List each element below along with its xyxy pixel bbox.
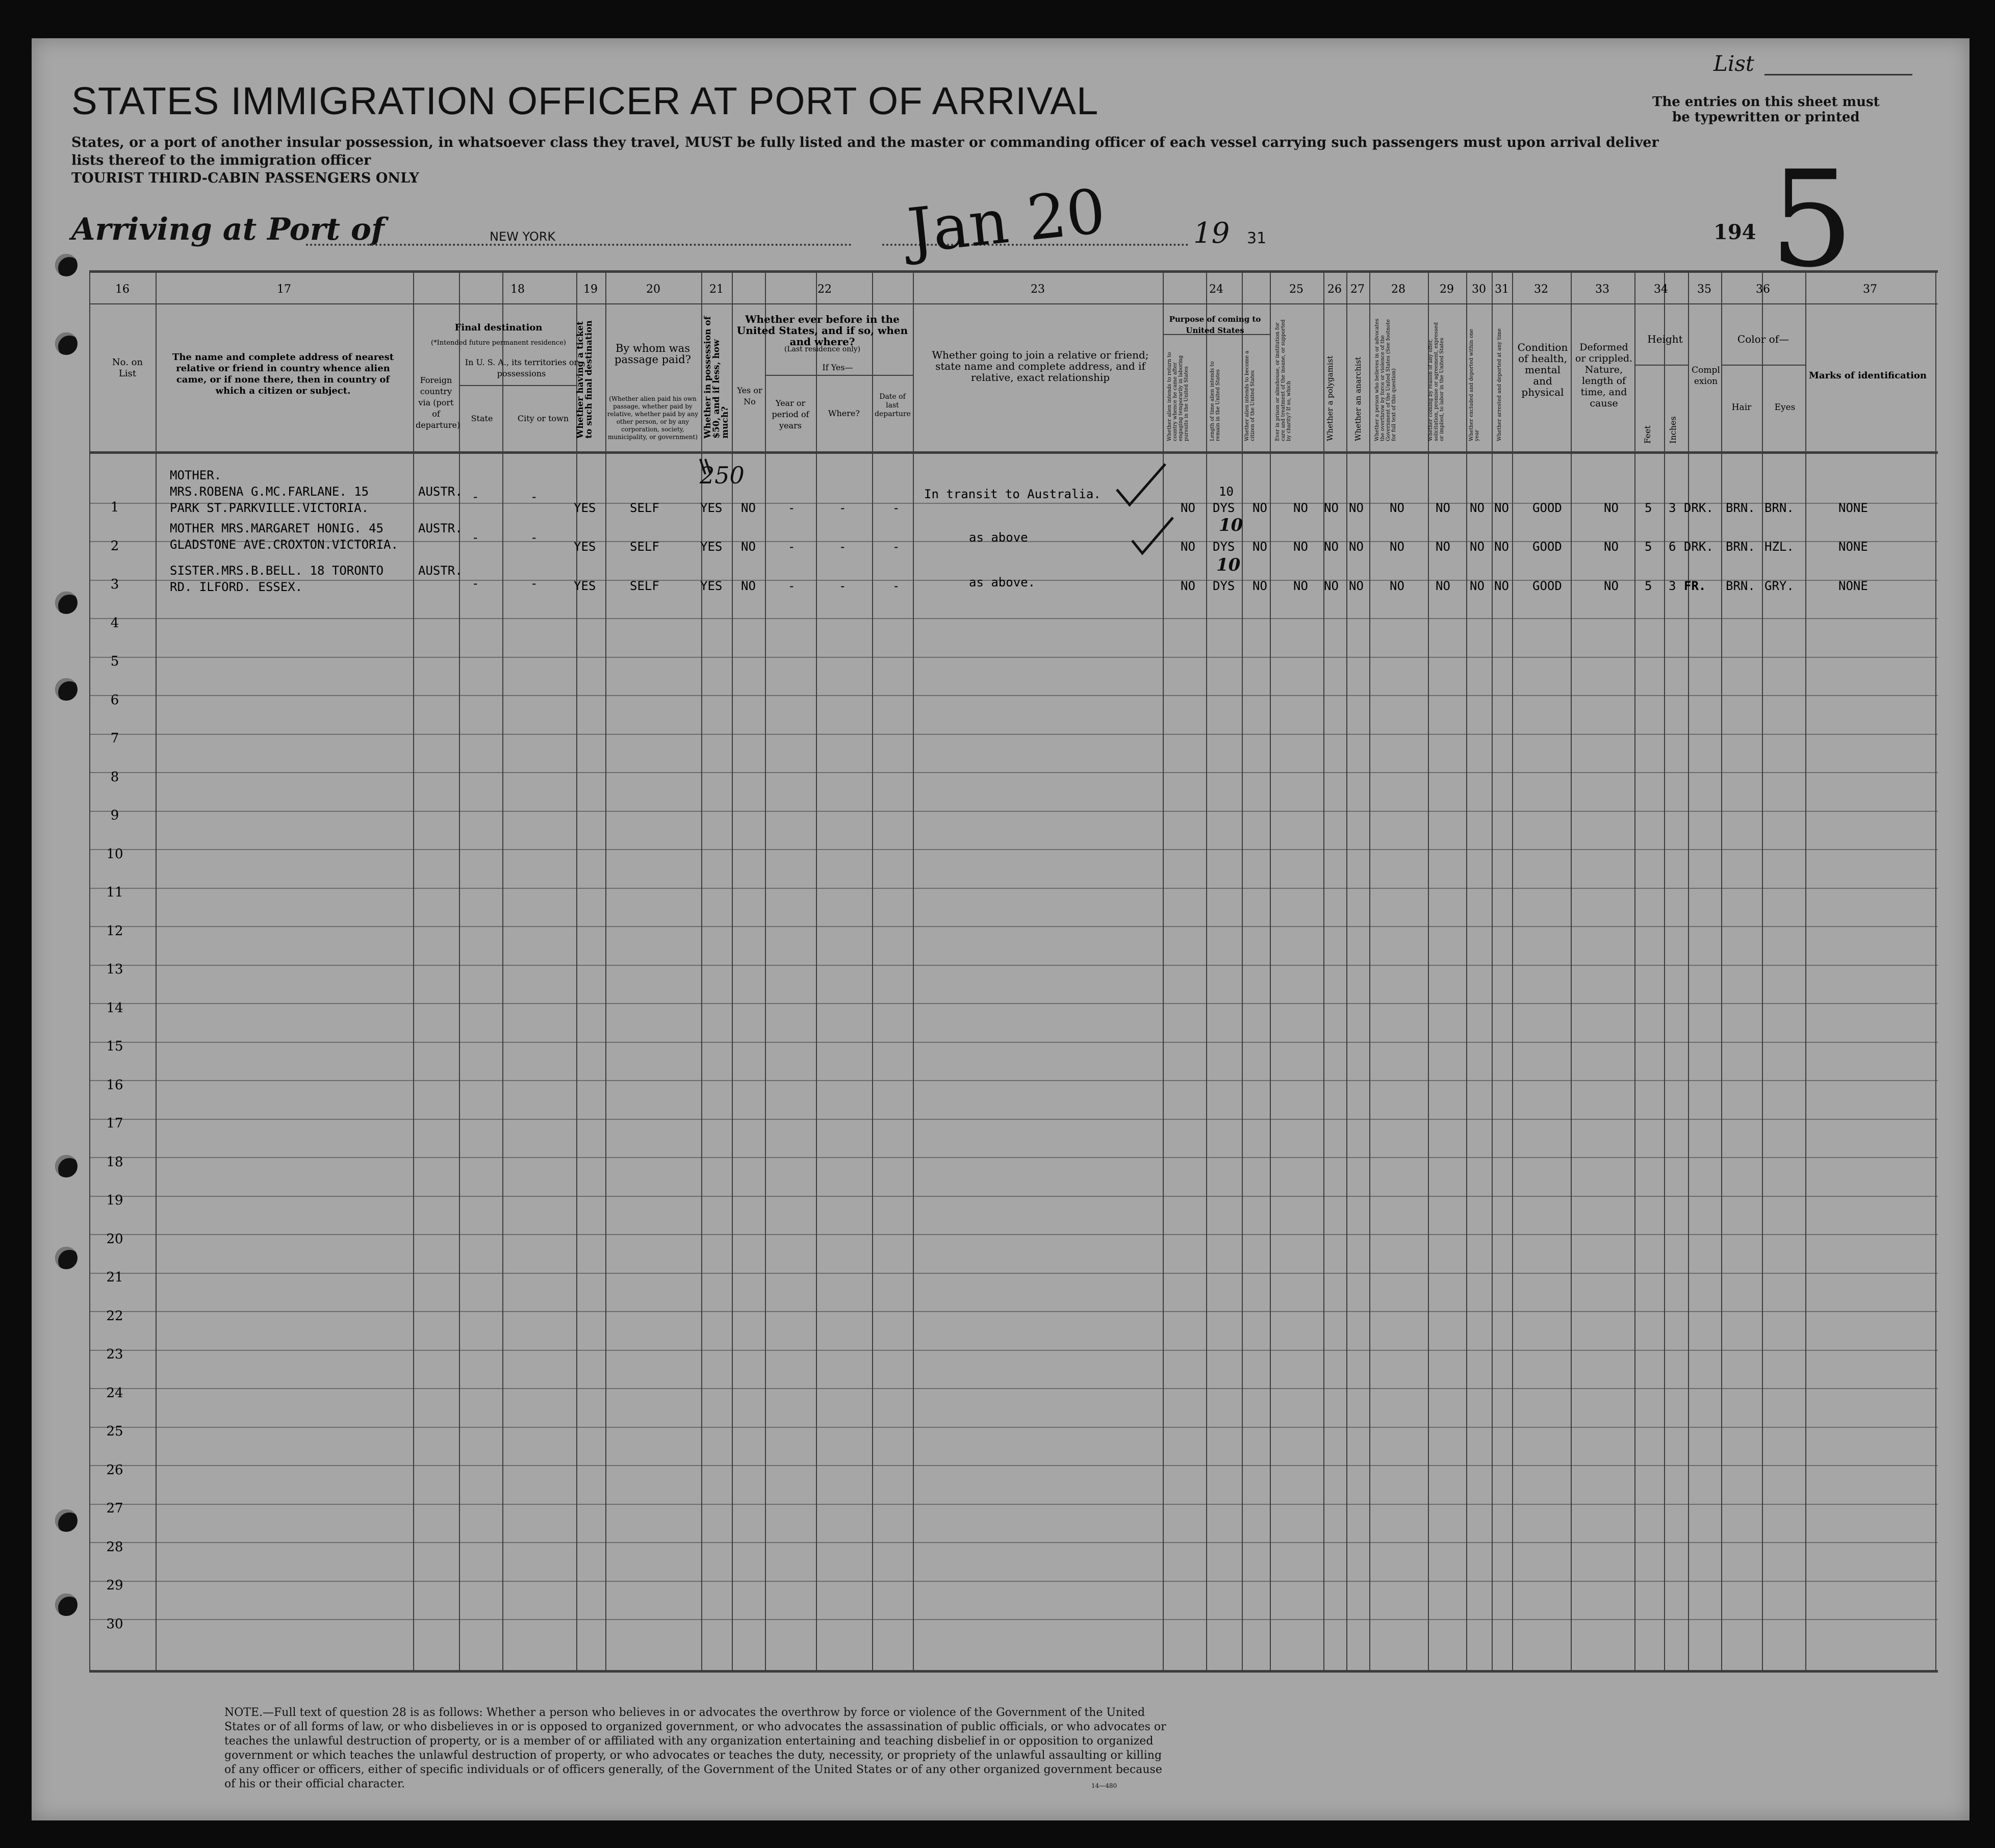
row-rule [89, 1350, 1938, 1351]
purpose-return: NO [1181, 501, 1195, 515]
arriving-label: Arriving at Port of [71, 212, 385, 247]
list-line [1764, 74, 1912, 75]
row-number: 24 [106, 1385, 123, 1401]
inches: 6 [1669, 540, 1676, 554]
header-excluded: Whether excluded and deported within one year [1469, 328, 1480, 441]
question-28: NO [1390, 540, 1404, 554]
offer: NO [1436, 579, 1450, 593]
tick-mark-icon [698, 456, 713, 477]
offer: NO [1436, 540, 1450, 554]
row-number: 21 [106, 1270, 123, 1285]
hair: BRN. [1726, 540, 1755, 554]
state: - [472, 576, 479, 591]
header-purpose-return: Whether alien intends to return to country whence he came after engaging temporarily in laboring pursuits in the United States [1167, 352, 1189, 441]
year: - [788, 579, 796, 593]
row-number: 16 [106, 1077, 123, 1093]
punch-hole-icon [55, 592, 78, 614]
row-number: 8 [110, 769, 119, 785]
column-rule [1512, 270, 1513, 1670]
purpose-return: NO [1181, 540, 1195, 554]
punch-hole-icon [55, 678, 78, 701]
column-rule [502, 270, 503, 1670]
column-rule [1935, 270, 1936, 1670]
row-rule [89, 1504, 1938, 1505]
ticket: YES [574, 579, 596, 593]
fifty-handwritten: 250 [700, 461, 745, 489]
row-number: 12 [106, 923, 123, 939]
row-rule [89, 1003, 1938, 1004]
column-rule [816, 270, 817, 1670]
port-line [306, 244, 852, 246]
prison: NO [1293, 540, 1308, 554]
question-28: NO [1390, 579, 1404, 593]
marks: NONE [1838, 540, 1868, 554]
header-relative: The name and complete address of nearest relative or friend in country whence alien came, or if none there, then in country of which a citizen or subject. [172, 352, 394, 396]
row-rule [89, 1427, 1938, 1428]
column-number: 23 [1031, 283, 1045, 296]
paid-by: SELF [630, 540, 659, 554]
before-in-us: NO [741, 540, 756, 554]
marks: NONE [1838, 579, 1868, 593]
row-number: 3 [110, 577, 119, 592]
complexion: FR. [1684, 579, 1706, 593]
header-passage-paid-sub: (Whether alien paid his own passage, whether paid by relative, whether paid by any other person, or by any corporation, society, municipality, or government) [607, 395, 699, 441]
year: - [788, 540, 796, 554]
typewritten-note [1652, 94, 1880, 125]
header-no-on-list: No. on List [112, 357, 143, 379]
column-number: 16 [115, 283, 130, 296]
rule-top [89, 270, 1938, 273]
header-height: Height [1647, 333, 1683, 345]
checkmark-icon [1114, 461, 1170, 507]
date: - [892, 540, 900, 554]
anarchist: NO [1349, 540, 1364, 554]
row-rule [89, 965, 1938, 966]
marks: NONE [1838, 501, 1868, 515]
where: - [839, 579, 847, 593]
row-rule [89, 1388, 1938, 1389]
row-rule [89, 1619, 1938, 1620]
row-rule [89, 1311, 1938, 1312]
header-purpose-length: Length of time alien intends to remain in the United States [1210, 361, 1221, 441]
city: - [530, 530, 538, 545]
arrested: NO [1494, 579, 1509, 593]
row-number: 20 [106, 1231, 123, 1247]
citizen: NO [1252, 540, 1267, 554]
year: - [788, 501, 796, 515]
header-before-in-us: Whether ever before in the United States, and if so, when and where? [736, 313, 908, 348]
length-top: 10 [1216, 555, 1241, 575]
header-question-28: Whether a person who believes in or advocates the overthrow by force or violence of the Government of the United States (See footnote for full text of this question) [1374, 318, 1397, 441]
punch-hole-icon [55, 1155, 78, 1177]
header-prison: Ever in prison or almshouse, or institution for care and treatment of the insane, or supported by charity? If so, which [1275, 319, 1292, 441]
list-label: List [1713, 51, 1754, 76]
header-yes-no: Yes or No [737, 386, 762, 406]
row-rule [89, 1581, 1938, 1582]
row-rule [89, 926, 1938, 927]
punch-hole-icon [55, 1509, 78, 1532]
column-rule [605, 270, 606, 1670]
join-relative: In transit to Australia. [924, 487, 1101, 501]
state: - [472, 490, 479, 504]
fifty-dollars: YES [700, 501, 723, 515]
header-join-relative: Whether going to join a relative or friend; state name and complete address, and if relative, exact relationship [932, 349, 1149, 383]
health: GOOD [1532, 501, 1562, 515]
column-rule [913, 270, 914, 1670]
health: GOOD [1532, 579, 1562, 593]
polygamist: NO [1324, 540, 1339, 554]
row-number: 23 [106, 1347, 123, 1362]
header-offer: Whether coming by reason of any offer, solicitation, promise or agreement, expressed or implied, to labor in the United States [1428, 322, 1445, 441]
column-number: 22 [817, 283, 832, 296]
question-28: NO [1390, 501, 1404, 515]
arrested: NO [1494, 540, 1509, 554]
complexion: DRK. [1684, 501, 1713, 515]
column-rule [872, 270, 873, 1670]
prison: NO [1293, 579, 1308, 593]
column-number: 26 [1327, 283, 1342, 296]
polygamist: NO [1324, 501, 1339, 515]
row-number: 17 [106, 1116, 123, 1131]
column-rule [1466, 270, 1467, 1670]
rule-ifyes [765, 375, 913, 376]
column-number: 24 [1209, 283, 1223, 296]
column-number: 30 [1472, 283, 1486, 296]
column-number: 19 [583, 283, 598, 296]
column-rule [1688, 270, 1689, 1670]
row-number: 29 [106, 1578, 123, 1593]
header-deformed: Deformed or crippled. Nature, length of time, and cause [1575, 342, 1633, 409]
arrested: NO [1494, 501, 1509, 515]
typewritten-note-line1: The entries on this sheet must [1652, 94, 1880, 110]
header-city: City or town [517, 414, 569, 423]
row-number: 9 [110, 808, 119, 823]
form-code: 14—480 [1091, 1782, 1117, 1789]
column-rule [1805, 270, 1806, 1670]
header-marks: Marks of identification [1808, 370, 1927, 381]
offer: NO [1436, 501, 1450, 515]
column-rule [1270, 270, 1271, 1670]
row-number: 11 [106, 885, 123, 900]
row-number: 1 [110, 500, 119, 515]
column-rule [576, 270, 577, 1670]
column-number: 36 [1756, 283, 1770, 296]
rule-height [1634, 365, 1688, 366]
row-number: 30 [106, 1616, 123, 1632]
row-rule [89, 811, 1938, 812]
instructions-line2: TOURIST THIRD-CABIN PASSENGERS ONLY [71, 170, 419, 186]
header-date-departure: Date of last departure [875, 393, 911, 418]
before-in-us: NO [741, 501, 756, 515]
row-rule [89, 734, 1938, 735]
row-number: 13 [106, 962, 123, 977]
header-purpose-citizen: Whether alien intends to become a citizen of the United States [1244, 350, 1256, 441]
column-number: 34 [1654, 283, 1668, 296]
hair: BRN. [1726, 501, 1755, 515]
state: - [472, 530, 479, 545]
sheet-number: 5 [1770, 143, 1854, 297]
header-final-destination: Final destination [454, 322, 543, 333]
punch-hole-icon [55, 254, 78, 276]
row-rule [89, 772, 1938, 773]
column-number: 25 [1289, 283, 1303, 296]
header-state: State [471, 414, 493, 423]
typewritten-note-line2: be typewritten or printed [1672, 110, 1860, 125]
row-number: 26 [106, 1462, 123, 1478]
length: DYS [1213, 540, 1235, 554]
inches: 3 [1669, 501, 1676, 515]
anarchist: NO [1349, 579, 1364, 593]
header-foreign-country: Foreign country via (port of departure) [416, 375, 461, 430]
polygamist: NO [1324, 579, 1339, 593]
port-value: NEW YORK [490, 229, 556, 244]
join-relative: as above. [969, 575, 1036, 589]
hair: BRN. [1726, 579, 1755, 593]
header-passage-paid: By whom was passage paid? [615, 342, 691, 366]
row-number: 19 [106, 1193, 123, 1208]
rule-bottom [89, 1670, 1938, 1673]
health: GOOD [1532, 540, 1562, 554]
relative-line: MOTHER. [170, 468, 222, 482]
row-rule [89, 1273, 1938, 1274]
row-rule [89, 1465, 1938, 1466]
column-rule [1721, 270, 1722, 1670]
row-number: 18 [106, 1154, 123, 1170]
rule-colnum [89, 303, 1938, 304]
deformed: NO [1604, 579, 1619, 593]
relative-line: RD. ILFORD. ESSEX. [170, 580, 303, 594]
row-number: 10 [106, 846, 123, 862]
feet: 5 [1645, 540, 1652, 554]
header-fifty-dollars: Whether in possession of $50, and if less, how much? [703, 316, 730, 439]
form-year: 194 [1713, 220, 1756, 244]
row-number: 27 [106, 1501, 123, 1516]
length: DYS [1213, 501, 1235, 515]
header-health: Condition of health, mental and physical [1517, 341, 1568, 398]
column-rule [765, 270, 766, 1670]
where: - [839, 540, 847, 554]
header-purpose: Purpose of coming to United States [1169, 315, 1261, 335]
row-number: 15 [106, 1039, 123, 1054]
row-number: 4 [110, 615, 119, 631]
fifty-dollars: YES [700, 540, 723, 554]
column-number: 37 [1863, 283, 1877, 296]
deformed: NO [1604, 540, 1619, 554]
paid-by: SELF [630, 579, 659, 593]
eyes: HZL. [1764, 540, 1794, 554]
header-year-period: Year or period of years [772, 398, 809, 430]
relative-line: SISTER.MRS.B.BELL. 18 TORONTO [170, 563, 384, 578]
before-in-us: NO [741, 579, 756, 593]
column-number: 27 [1350, 283, 1365, 296]
header-hair: Hair [1731, 402, 1752, 413]
join-relative: as above [969, 530, 1028, 545]
header-ticket: Whether having a ticket to such final destination [575, 320, 594, 439]
punch-hole-icon [55, 1247, 78, 1269]
relative-line: GLADSTONE AVE.CROXTON.VICTORIA. [170, 537, 398, 552]
fifty-dollars: YES [700, 579, 723, 593]
ticket: YES [574, 501, 596, 515]
row-rule [89, 618, 1938, 619]
column-rule [459, 270, 460, 1670]
row-rule [89, 1196, 1938, 1197]
date: - [892, 501, 900, 515]
purpose-return: NO [1181, 579, 1195, 593]
row-number: 25 [106, 1424, 123, 1439]
foreign-country: AUSTR. [418, 484, 463, 499]
ticket: YES [574, 540, 596, 554]
checkmark-icon [1130, 515, 1175, 556]
column-rule [1571, 270, 1572, 1670]
excluded: NO [1470, 501, 1485, 515]
feet: 5 [1645, 579, 1652, 593]
header-usa: In U. S. A., its territories or possessions [465, 357, 578, 378]
row-number: 5 [110, 654, 119, 669]
inches: 3 [1669, 579, 1676, 593]
deformed: NO [1604, 501, 1619, 515]
row-number: 14 [106, 1000, 123, 1016]
row-rule [89, 1157, 1938, 1158]
citizen: NO [1252, 501, 1267, 515]
column-number: 31 [1495, 283, 1509, 296]
row-number: 7 [110, 731, 119, 746]
header-polygamist: Whether a polygamist [1325, 355, 1335, 441]
column-rule [1428, 270, 1429, 1670]
header-anarchist: Whether an anarchist [1353, 356, 1363, 441]
column-rule [1492, 270, 1493, 1670]
eyes: BRN. [1764, 501, 1794, 515]
instructions [71, 134, 1678, 187]
feet: 5 [1645, 501, 1652, 515]
rule-usa [459, 385, 576, 386]
excluded: NO [1470, 579, 1485, 593]
prison: NO [1293, 501, 1308, 515]
column-number: 33 [1595, 283, 1609, 296]
column-rule [1369, 270, 1370, 1670]
row-rule [89, 1080, 1938, 1081]
anarchist: NO [1349, 501, 1364, 515]
row-number: 2 [110, 538, 119, 554]
header-final-destination-sub: (*Intended future permanent residence) [431, 339, 566, 347]
header-color-of: Color of— [1737, 333, 1789, 345]
column-number: 20 [646, 283, 660, 296]
row-rule [89, 1234, 1938, 1235]
date-handwritten: Jan 20 [904, 176, 1109, 267]
row-number: 6 [110, 692, 119, 708]
row-rule [89, 849, 1938, 850]
column-rule [1346, 270, 1347, 1670]
length-top: 10 [1219, 515, 1243, 535]
row-rule [89, 888, 1938, 889]
column-rule [1762, 270, 1763, 1670]
row-rule [89, 1042, 1938, 1043]
relative-line: MRS.ROBENA G.MC.FARLANE. 15 [170, 484, 369, 499]
column-rule [413, 270, 414, 1670]
year-prefix: 19 [1193, 217, 1230, 250]
column-rule [1323, 270, 1324, 1670]
eyes: GRY. [1764, 579, 1794, 593]
paid-by: SELF [630, 501, 659, 515]
column-rule [1242, 270, 1243, 1670]
column-rule [156, 270, 157, 1670]
header-complexion: Complexion [1692, 365, 1720, 387]
column-number: 32 [1534, 283, 1548, 296]
column-rule [1634, 270, 1635, 1670]
length: DYS [1213, 579, 1235, 593]
relative-line: PARK ST.PARKVILLE.VICTORIA. [170, 501, 369, 515]
rule-header [89, 451, 1938, 454]
column-number: 28 [1391, 283, 1405, 296]
row-rule [89, 695, 1938, 696]
header-feet: Feet [1643, 425, 1652, 444]
header-arrested: Whether arrested and deported at any time [1497, 328, 1502, 441]
rule-color [1721, 365, 1805, 366]
length-top: 10 [1219, 484, 1234, 499]
relative-line: MOTHER MRS.MARGARET HONIG. 45 [170, 521, 384, 535]
page-title: STATES IMMIGRATION OFFICER AT PORT OF ARRIVAL [71, 80, 1099, 123]
column-rule [1206, 270, 1207, 1670]
where: - [839, 501, 847, 515]
city: - [530, 576, 538, 591]
row-rule [89, 1119, 1938, 1120]
punch-hole-icon [55, 1594, 78, 1616]
header-where: Where? [828, 408, 860, 418]
column-number: 21 [709, 283, 724, 296]
date: - [892, 579, 900, 593]
column-rule [1664, 270, 1665, 1670]
header-eyes: Eyes [1774, 402, 1796, 413]
header-before-sub: (Last residence only) [784, 345, 861, 353]
instructions-line1: States, or a port of another insular possession, in whatsoever class they travel, MUST be fully listed and the master or commanding officer of each vessel carrying such passengers must upon arrival deliver lists thereof to the immigration officer [71, 135, 1659, 168]
citizen: NO [1252, 579, 1267, 593]
row-number: 22 [106, 1308, 123, 1324]
punch-hole-icon [55, 332, 78, 355]
city: - [530, 490, 538, 504]
column-number: 18 [510, 283, 525, 296]
footnote: NOTE.—Full text of question 28 is as follows: Whether a person who believes in or advocates the overthrow by force or violence of the Government of the United States or of all forms of law, or who disbelieves in or is opposed to organized government, or who advocates the assassination of public officials, or who advocates or teaches the unlawful destruction of property, or is a member of or affiliated with any organization entertaining and teaching disbelief in or opposition to organized government or which teaches the unlawful destruction of property, or who advocates or teaches the duty, necessity, or propriety of the unlawful assaulting or killing of any officer or officers, either of specific individuals or of officers generally, of the Government of the United States or of any other organized government because of his or their official character. [224, 1706, 1166, 1790]
excluded: NO [1470, 540, 1485, 554]
column-number: 35 [1697, 283, 1711, 296]
column-number: 17 [277, 283, 291, 296]
row-rule [89, 657, 1938, 658]
header-inches: Inches [1668, 416, 1678, 444]
year-suffix: 31 [1247, 229, 1267, 247]
header-if-yes: If Yes— [822, 363, 853, 372]
column-number: 29 [1440, 283, 1454, 296]
row-rule [89, 1542, 1938, 1543]
manifest-sheet [32, 38, 1970, 1820]
foreign-country: AUSTR. [418, 521, 463, 535]
complexion: DRK. [1684, 540, 1713, 554]
row-number: 28 [106, 1539, 123, 1555]
foreign-country: AUSTR. [418, 563, 463, 578]
